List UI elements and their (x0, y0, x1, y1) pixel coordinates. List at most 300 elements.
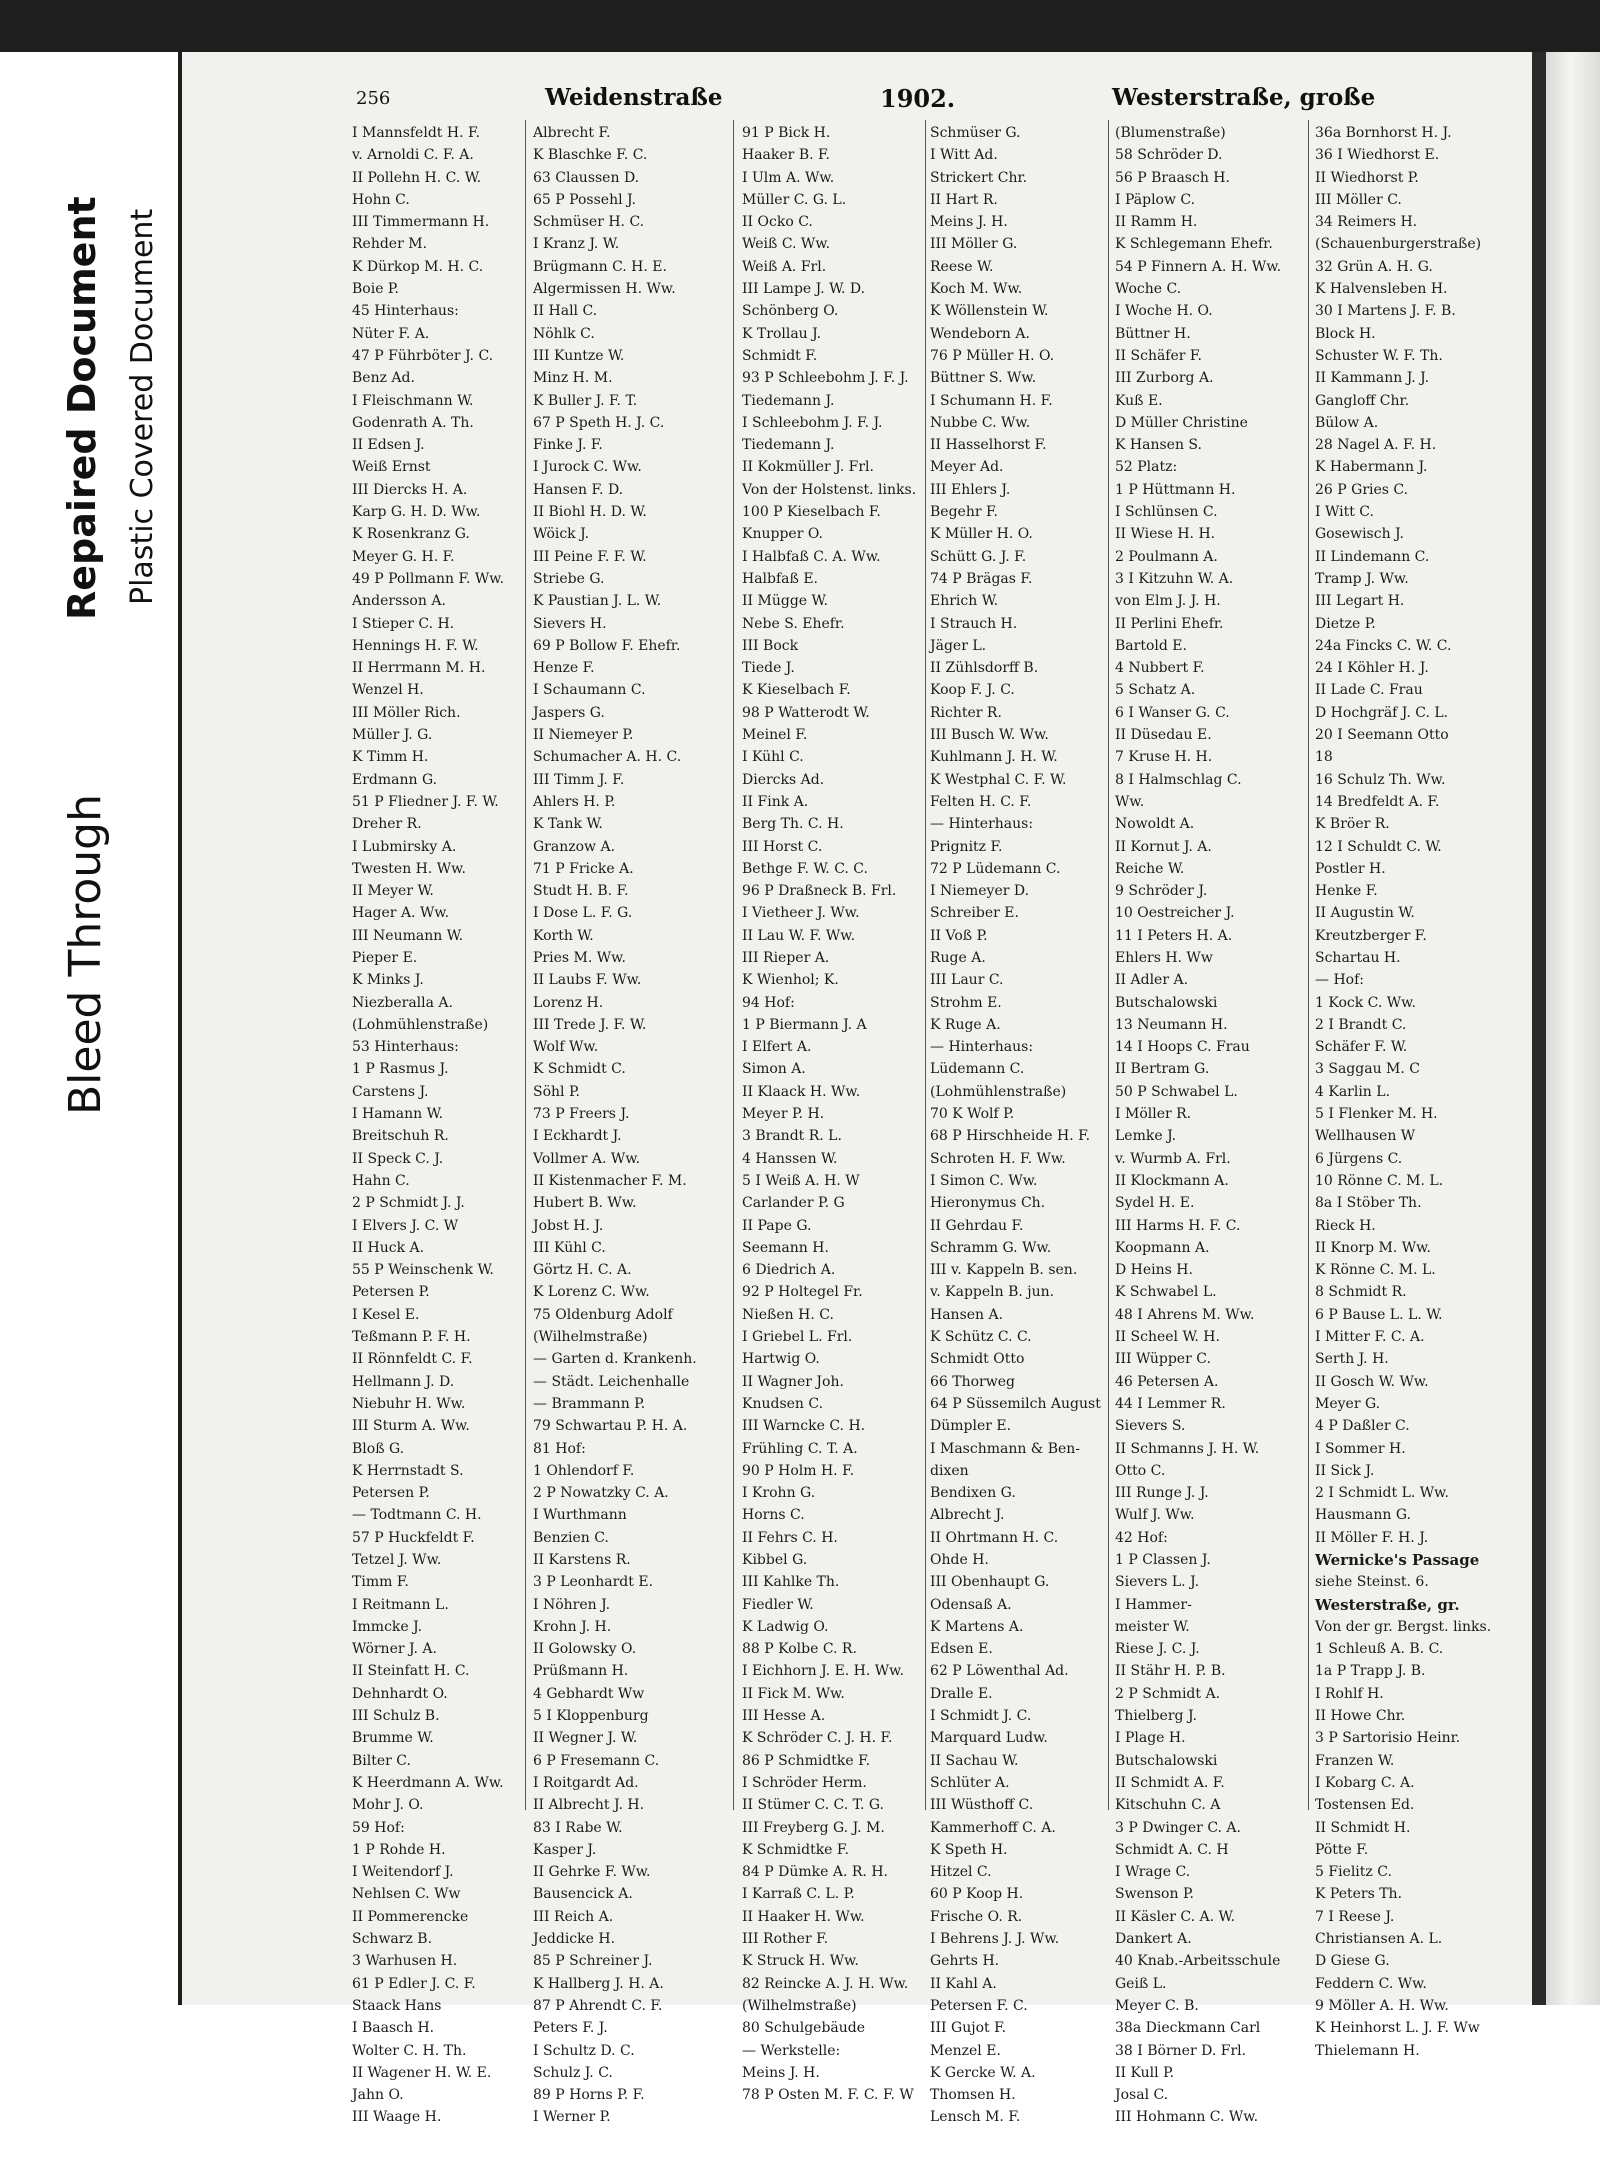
directory-entry: 73 P Freers J. (533, 1106, 630, 1123)
directory-entry: K Timm H. (352, 749, 429, 766)
directory-entry: II Scheel W. H. (1115, 1329, 1220, 1346)
directory-entry: 3 P Sartorisio Heinr. (1315, 1730, 1461, 1747)
directory-entry: Schütt G. J. F. (930, 548, 1027, 565)
directory-entry: 7 Kruse H. H. (1115, 749, 1213, 766)
directory-entry: Karp G. H. D. Ww. (352, 504, 481, 521)
entries-column-2 (533, 122, 723, 2129)
directory-entry: I Jurock C. Ww. (533, 459, 642, 476)
directory-entry: 1a P Trapp J. B. (1315, 1663, 1426, 1680)
directory-entry: III Kuntze W. (533, 347, 625, 364)
directory-entry: Jahn O. (352, 2087, 404, 2104)
directory-entry: II Pommerencke (352, 1908, 469, 1925)
directory-entry: K Ruge A. (930, 1016, 1001, 1033)
directory-entry: Lüdemann C. (930, 1061, 1025, 1078)
directory-entry: Riese J. C. J. (1115, 1641, 1200, 1658)
directory-entry: Schmidt F. (742, 347, 818, 364)
directory-entry: Butschalowski (1115, 1752, 1218, 1769)
directory-entry: I Kühl C. (742, 749, 804, 766)
directory-entry: (Wilhelmstraße) (533, 1329, 648, 1346)
directory-entry: I Stieper C. H. (352, 615, 455, 632)
directory-entry: 78 P Osten M. F. C. F. W (742, 2087, 914, 2104)
directory-entry: v. Arnoldi C. F. A. (352, 147, 474, 164)
directory-entry: Knupper O. (742, 526, 823, 543)
directory-entry: von Elm J. J. H. (1115, 593, 1221, 610)
directory-entry: Schmidt Otto (930, 1351, 1025, 1368)
directory-entry: Geiß L. (1115, 1975, 1167, 1992)
directory-entry: K Hallberg J. H. A. (533, 1975, 664, 1992)
directory-entry: II Wagner Joh. (742, 1373, 844, 1390)
entries-column-5 (1115, 122, 1305, 2129)
directory-entry: 1 P Biermann J. A (742, 1016, 867, 1033)
directory-entry: I Reitmann L. (352, 1596, 449, 1613)
directory-entry: II Schmidt H. (1315, 1819, 1411, 1836)
directory-entry: Fiedler W. (742, 1596, 814, 1613)
column-rule (1308, 120, 1309, 1810)
directory-entry: v. Kappeln B. jun. (930, 1284, 1055, 1301)
directory-entry: Mohr J. O. (352, 1797, 424, 1814)
directory-entry: Nüter F. A. (352, 325, 430, 342)
directory-entry: 91 P Bick H. (742, 125, 831, 141)
directory-entry: I Fleischmann W. (352, 392, 474, 409)
directory-entry: II Stähr H. P. B. (1115, 1663, 1226, 1680)
directory-entry: Koch M. Ww. (930, 281, 1023, 298)
directory-entry: Petersen P. (352, 1485, 430, 1502)
directory-entry: III Möller C. (1315, 191, 1402, 208)
directory-entry: Brumme W. (352, 1730, 434, 1747)
directory-entry: 10 Rönne C. M. L. (1315, 1172, 1444, 1189)
directory-entry: 65 P Possehl J. (533, 191, 636, 208)
directory-entry: I Niemeyer D. (930, 883, 1030, 900)
directory-entry: 16 Schulz Th. Ww. (1315, 771, 1446, 788)
directory-entry: Ehrich W. (930, 593, 999, 610)
directory-entry: Simon A. (742, 1061, 806, 1078)
directory-entry: II Karstens R. (533, 1552, 631, 1568)
directory-entry: II Rönnfeldt C. F. (352, 1351, 473, 1368)
directory-entry: K Wienhol; K. (742, 972, 839, 989)
directory-entry: Weiß C. Ww. (742, 236, 831, 253)
directory-entry: Lemke J. (1115, 1128, 1177, 1145)
directory-entry: II Adler A. (1115, 972, 1189, 989)
directory-entry: Bloß G. (352, 1440, 405, 1457)
directory-entry: III Möller G. (930, 236, 1018, 253)
column-rule (733, 120, 734, 1810)
directory-entry: II Golowsky O. (533, 1641, 637, 1658)
directory-entry: Josal C. (1115, 2087, 1169, 2104)
directory-entry: 53 Hinterhaus: (352, 1039, 459, 1056)
directory-entry: II Wegner J. W. (533, 1730, 638, 1747)
directory-entry: Kasper J. (533, 1841, 597, 1858)
label-repaired-document: Repaired Document (60, 196, 104, 620)
directory-entry: Ahlers H. P. (533, 793, 616, 810)
directory-entry: 47 P Führböter J. C. (352, 347, 494, 364)
directory-entry: Schulz J. C. (533, 2064, 613, 2081)
directory-entry: 6 Jürgens C. (1315, 1150, 1403, 1167)
header-left-street: Weidenstraße (545, 84, 723, 111)
header-right-street: Westerstraße, große (1112, 84, 1376, 111)
directory-entry: Gehrts H. (930, 1953, 1000, 1970)
directory-entry: 56 P Braasch H. (1115, 169, 1230, 186)
directory-entry: Gosewisch J. (1315, 526, 1405, 543)
directory-entry: I Dose L. F. G. (533, 905, 633, 922)
directory-entry: Feddern C. Ww. (1315, 1975, 1427, 1992)
directory-entry: III Ehlers J. (930, 481, 1011, 498)
directory-entry: I Eckhardt J. (533, 1128, 622, 1145)
directory-entry: III Kahlke Th. (742, 1574, 840, 1591)
directory-entry: — Werkstelle: (742, 2042, 841, 2059)
directory-entry: K Müller H. O. (930, 526, 1033, 543)
directory-entry: Schwarz B. (352, 1931, 433, 1948)
directory-entry: Jeddicke H. (533, 1931, 616, 1948)
directory-entry: Tramp J. Ww. (1315, 570, 1409, 587)
directory-entry: 48 I Ahrens M. Ww. (1115, 1306, 1255, 1323)
directory-entry: Nubbe C. Ww. (930, 414, 1031, 431)
directory-entry: II Kokmüller J. Frl. (742, 459, 874, 476)
directory-entry: 24a Fincks C. W. C. (1315, 637, 1452, 654)
directory-entry: II Meyer W. (352, 883, 434, 900)
directory-entry: 69 P Bollow F. Ehefr. (533, 637, 681, 654)
directory-entry: Kreutzberger F. (1315, 927, 1427, 944)
directory-entry: Tetzel J. Ww. (352, 1552, 442, 1568)
directory-entry: 1 P Rasmus J. (352, 1061, 449, 1078)
directory-entry: 34 Reimers H. (1315, 214, 1418, 231)
directory-entry: K Schwabel L. (1115, 1284, 1217, 1301)
directory-entry: 4 Hanssen W. (742, 1150, 838, 1167)
directory-entry: 84 P Dümke A. R. H. (742, 1864, 888, 1881)
directory-entry: Lensch M. F. (930, 2109, 1021, 2126)
directory-entry: II Sick J. (1315, 1462, 1375, 1479)
directory-entry: 2 I Schmidt L. Ww. (1315, 1485, 1449, 1502)
directory-entry: Erdmann G. (352, 771, 438, 788)
directory-entry: Immcke J. (352, 1618, 423, 1635)
directory-entry: 9 Schröder J. (1115, 883, 1208, 900)
directory-entry: Nebe S. Ehefr. (742, 615, 845, 632)
directory-entry: K Hansen S. (1115, 437, 1202, 454)
directory-entry: I Ulm A. Ww. (742, 169, 835, 186)
directory-entry: 38 I Börner D. Frl. (1115, 2042, 1247, 2059)
directory-entry: II Ocko C. (742, 214, 813, 231)
directory-entry: K Gercke W. A. (930, 2064, 1036, 2081)
directory-entry: 85 P Schreiner J. (533, 1953, 653, 1970)
directory-entry: 14 Bredfeldt A. F. (1315, 793, 1440, 810)
directory-entry: 100 P Kieselbach F. (742, 504, 881, 521)
directory-entry: Schäfer F. W. (1315, 1039, 1408, 1056)
directory-entry: Schramm G. Ww. (930, 1239, 1052, 1256)
directory-entry: 75 Oldenburg Adolf (533, 1306, 673, 1323)
directory-entry: Wellhausen W (1315, 1128, 1416, 1145)
directory-entry: Nießen H. C. (742, 1306, 834, 1323)
directory-entry: I Plage H. (1115, 1730, 1186, 1747)
directory-entry: Müller C. G. L. (742, 191, 847, 208)
directory-entry: 64 P Süssemilch August (930, 1395, 1101, 1412)
directory-entry: III Harms H. F. C. (1115, 1217, 1241, 1234)
directory-entry: 2 I Brandt C. (1315, 1016, 1407, 1033)
directory-entry: I Roitgardt Ad. (533, 1774, 639, 1791)
directory-entry: 5 I Flenker M. H. (1315, 1106, 1438, 1123)
directory-entry: Reiche W. (1115, 860, 1185, 877)
directory-entry: siehe Steinst. 6. (1315, 1574, 1429, 1591)
directory-entry: Menzel E. (930, 2042, 1001, 2059)
directory-entry: Breitschuh R. (352, 1128, 449, 1145)
directory-entry: Serth J. H. (1315, 1351, 1389, 1368)
page-number: 256 (356, 88, 391, 109)
directory-entry: 83 I Rabe W. (533, 1819, 623, 1836)
directory-entry: 5 Schatz A. (1115, 682, 1196, 699)
directory-entry: Wulf J. Ww. (1115, 1507, 1195, 1524)
directory-entry: I Schumann H. F. (930, 392, 1053, 409)
directory-entry: Berg Th. C. H. (742, 816, 844, 833)
directory-entry: Staack Hans (352, 1997, 442, 2014)
directory-entry: Nowoldt A. (1115, 816, 1195, 833)
directory-entry: II Knorp M. Ww. (1315, 1239, 1431, 1256)
directory-entry: Hubert B. Ww. (533, 1195, 637, 1212)
directory-entry: Dralle E. (930, 1685, 993, 1702)
directory-entry: Otto C. (1115, 1462, 1166, 1479)
directory-entry: Von der Holstenst. links. (742, 481, 917, 498)
directory-entry: Schönberg O. (742, 303, 839, 320)
directory-entry: Dümpler E. (930, 1418, 1012, 1435)
directory-entry: 86 P Schmidtke F. (742, 1752, 871, 1769)
directory-entry: K Buller J. F. T. (533, 392, 638, 409)
directory-entry: II Wagener H. W. E. (352, 2064, 492, 2081)
directory-entry: K Schmidt C. (533, 1061, 626, 1078)
directory-entry: Diercks Ad. (742, 771, 825, 788)
directory-entry: 10 Oestreicher J. (1115, 905, 1235, 922)
directory-entry: II Edsen J. (352, 437, 425, 454)
directory-entry: Odensaß A. (930, 1596, 1012, 1613)
directory-entry: Hager A. Ww. (352, 905, 450, 922)
directory-entry: III Hohmann C. Ww. (1115, 2109, 1259, 2126)
directory-entry: III Rieper A. (742, 949, 830, 966)
directory-entry: Hellmann J. D. (352, 1373, 455, 1390)
directory-entry: Postler H. (1315, 860, 1386, 877)
directory-entry: K Ladwig O. (742, 1618, 829, 1635)
directory-entry: Sievers H. (533, 615, 607, 632)
directory-entry: II Hart R. (930, 191, 998, 208)
directory-entry: K Heinhorst L. J. F. Ww (1315, 2020, 1480, 2037)
directory-entry: K Struck H. Ww. (742, 1953, 859, 1970)
directory-entry: I Elvers J. C. W (352, 1217, 459, 1234)
directory-entry: II Kammann J. J. (1315, 370, 1430, 387)
directory-entry: (Lohmühlenstraße) (352, 1016, 489, 1033)
directory-entry: 26 P Gries C. (1315, 481, 1409, 498)
directory-entry: K Schmidtke F. (742, 1841, 849, 1858)
directory-entry: 1 Kock C. Ww. (1315, 994, 1416, 1011)
directory-entry: Halbfaß E. (742, 570, 818, 587)
directory-entry: 72 P Lüdemann C. (930, 860, 1061, 877)
directory-entry: Schmidt A. C. H (1115, 1841, 1229, 1858)
directory-entry: II Fink A. (742, 793, 809, 810)
directory-entry: II Niemeyer P. (533, 727, 634, 744)
directory-entry: D Heins H. (1115, 1262, 1193, 1279)
directory-entry: K Wöllenstein W. (930, 303, 1049, 320)
directory-entry: I Mitter F. C. A. (1315, 1329, 1425, 1346)
directory-entry: Tiedemann J. (742, 392, 835, 409)
directory-entry: II Albrecht J. H. (533, 1797, 645, 1814)
directory-entry: Thomsen H. (930, 2087, 1016, 2104)
directory-entry: Twesten H. Ww. (352, 860, 466, 877)
directory-entry: K Tank W. (533, 816, 603, 833)
directory-entry: Schmüser G. (930, 125, 1021, 141)
directory-entry: K Rosenkranz G. (352, 526, 470, 543)
directory-entry: II Biohl H. D. W. (533, 504, 647, 521)
directory-entry: I Hamann W. (352, 1106, 444, 1123)
directory-entry: I Simon C. Ww. (930, 1172, 1038, 1189)
directory-entry: 20 I Seemann Otto (1315, 727, 1449, 744)
directory-entry: 68 P Hirschheide H. F. (930, 1128, 1091, 1145)
directory-entry: K Rönne C. M. L. (1315, 1262, 1436, 1279)
directory-entry: Algermissen H. Ww. (533, 281, 676, 298)
directory-entry: II Speck C. J. (352, 1150, 444, 1167)
directory-entry: I Kobarg C. A. (1315, 1774, 1415, 1791)
directory-entry: II Schmidt A. F. (1115, 1774, 1225, 1791)
directory-entry: Bethge F. W. C. C. (742, 860, 868, 877)
directory-entry: I Witt Ad. (930, 147, 998, 164)
directory-entry: K Herrnstadt S. (352, 1462, 464, 1479)
directory-entry: Begehr F. (930, 504, 998, 521)
directory-entry: Kammerhoff C. A. (930, 1819, 1056, 1836)
directory-entry: 6 Diedrich A. (742, 1262, 836, 1279)
directory-entry: 30 I Martens J. F. B. (1315, 303, 1456, 320)
directory-entry: III Kühl C. (533, 1239, 606, 1256)
directory-entry: Hansen F. D. (533, 481, 624, 498)
directory-entry: I Schleebohm J. F. J. (742, 414, 883, 431)
directory-entry: Benzien C. (533, 1529, 609, 1546)
directory-entry: II Steinfatt H. C. (352, 1663, 470, 1680)
directory-entry: Koopmann A. (1115, 1239, 1210, 1256)
directory-entry: 6 I Wanser G. C. (1115, 704, 1230, 721)
directory-entry: Müller J. G. (352, 727, 433, 744)
directory-entry: II Pape G. (742, 1217, 812, 1234)
directory-entry: I Schröder Herm. (742, 1774, 867, 1791)
directory-entry: 81 Hof: (533, 1440, 586, 1457)
directory-entry: III Sturm A. Ww. (352, 1418, 470, 1435)
directory-entry: Sievers S. (1115, 1418, 1186, 1435)
directory-entry: 61 P Edler J. C. F. (352, 1975, 476, 1992)
directory-entry: I Nöhren J. (533, 1596, 611, 1613)
directory-entry: 1 Ohlendorf F. (533, 1462, 635, 1479)
directory-entry: 93 P Schleebohm J. F. J. (742, 370, 909, 387)
directory-entry: II Pollehn H. C. W. (352, 169, 482, 186)
directory-entry: I Hammer- (1115, 1596, 1192, 1613)
directory-entry: Finke J. F. (533, 437, 603, 454)
directory-entry: Pötte F. (1315, 1841, 1369, 1858)
directory-entry: Swenson P. (1115, 1886, 1194, 1903)
directory-entry: II Gosch W. Ww. (1315, 1373, 1429, 1390)
directory-entry: Schuster W. F. Th. (1315, 347, 1443, 364)
directory-entry: Görtz H. C. A. (533, 1262, 632, 1279)
directory-entry: 3 P Dwinger C. A. (1115, 1819, 1241, 1836)
directory-entry: Albrecht F. (533, 125, 611, 141)
directory-entry: Thielberg J. (1115, 1708, 1197, 1725)
directory-entry: II Howe Chr. (1315, 1708, 1406, 1725)
directory-entry: II Laubs F. Ww. (533, 972, 642, 989)
directory-entry: I Woche H. O. (1115, 303, 1213, 320)
directory-entry: II Klockmann A. (1115, 1172, 1229, 1189)
directory-entry: II Kull P. (1115, 2064, 1175, 2081)
directory-entry: III Waage H. (352, 2109, 442, 2126)
directory-entry: 4 P Daßler C. (1315, 1418, 1410, 1435)
directory-entry: 51 P Fliedner J. F. W. (352, 793, 499, 810)
directory-entry: Benz Ad. (352, 370, 415, 387)
directory-entry: Timm F. (352, 1574, 409, 1591)
directory-entry: 2 P Schmidt J. J. (352, 1195, 465, 1212)
directory-entry: Reese W. (930, 258, 994, 275)
directory-entry: Frühling C. T. A. (742, 1440, 858, 1457)
directory-entry: II Bertram G. (1115, 1061, 1210, 1078)
directory-entry: Jaspers G. (533, 704, 605, 721)
directory-entry: Schreiber E. (930, 905, 1019, 922)
directory-entry: K Martens A. (930, 1618, 1024, 1635)
directory-entry: Christiansen A. L. (1315, 1931, 1443, 1948)
directory-entry: Hitzel C. (930, 1864, 992, 1881)
directory-entry: Henke F. (1315, 883, 1378, 900)
directory-entry: Schroten H. F. Ww. (930, 1150, 1066, 1167)
directory-entry: Granzow A. (533, 838, 616, 855)
directory-entry: Söhl P. (533, 1083, 580, 1100)
directory-entry: 70 K Wolf P. (930, 1106, 1015, 1123)
directory-entry: 8a I Stöber Th. (1315, 1195, 1422, 1212)
directory-entry: Hennings H. F. W. (352, 637, 479, 654)
directory-entry: I Wrage C. (1115, 1864, 1191, 1881)
directory-entry: K Schröder C. J. H. F. (742, 1730, 893, 1747)
directory-entry: 42 Hof: (1115, 1529, 1168, 1546)
directory-entry: I Maschmann & Ben- (930, 1440, 1081, 1457)
directory-entry: Pieper E. (352, 949, 418, 966)
directory-entry: Wörner J. A. (352, 1641, 437, 1658)
directory-entry: Marquard Ludw. (930, 1730, 1048, 1747)
directory-entry: II Gehrdau F. (930, 1217, 1024, 1234)
directory-entry: II Lau W. F. Ww. (742, 927, 856, 944)
directory-entry: Schlüter A. (930, 1774, 1010, 1791)
directory-entry: Pries M. Ww. (533, 949, 626, 966)
directory-entry: Hansen A. (930, 1306, 1004, 1323)
directory-entry: Franzen W. (1315, 1752, 1395, 1769)
directory-entry: Meyer Ad. (930, 459, 1004, 476)
directory-entry: Haaker B. F. (742, 147, 830, 164)
directory-entry: 36 I Wiedhorst E. (1315, 147, 1440, 164)
directory-entry: I Karraß C. L. P. (742, 1886, 855, 1903)
entries-column-3 (742, 122, 927, 2106)
directory-entry: Koop F. J. C. (930, 682, 1015, 699)
directory-entry: Boie P. (352, 281, 399, 298)
directory-entry: II Haaker H. Ww. (742, 1908, 865, 1925)
column-rule (1108, 120, 1109, 1810)
directory-entry: 4 Nubbert F. (1115, 660, 1205, 677)
directory-entry: 12 I Schuldt C. W. (1315, 838, 1442, 855)
directory-entry: 8 I Halmschlag C. (1115, 771, 1242, 788)
directory-entry: III Warncke C. H. (742, 1418, 866, 1435)
directory-entry: Carstens J. (352, 1083, 429, 1100)
directory-entry: Block H. (1315, 325, 1376, 342)
directory-entry: III Schulz B. (352, 1708, 440, 1725)
directory-entry: II Lade C. Frau (1315, 682, 1423, 699)
directory-entry: II Düsedau E. (1115, 727, 1212, 744)
directory-entry: Woche C. (1115, 281, 1182, 298)
directory-entry: Frische O. R. (930, 1908, 1023, 1925)
directory-entry: D Hochgräf J. C. L. (1315, 704, 1449, 721)
directory-entry: Schartau H. (1315, 949, 1401, 966)
directory-entry: Korth W. (533, 927, 594, 944)
directory-entry: D Müller Christine (1115, 414, 1248, 431)
directory-entry: 58 Schröder D. (1115, 147, 1223, 164)
directory-entry: I Werner P. (533, 2109, 611, 2126)
directory-entry: I Sommer H. (1315, 1440, 1406, 1457)
directory-entry: II Perlini Ehefr. (1115, 615, 1224, 632)
directory-entry: 1 P Rohde H. (352, 1841, 446, 1858)
directory-entry: Godenrath A. Th. (352, 414, 474, 431)
directory-entry: (Blumenstraße) (1115, 125, 1226, 141)
header-year: 1902. (880, 84, 956, 113)
